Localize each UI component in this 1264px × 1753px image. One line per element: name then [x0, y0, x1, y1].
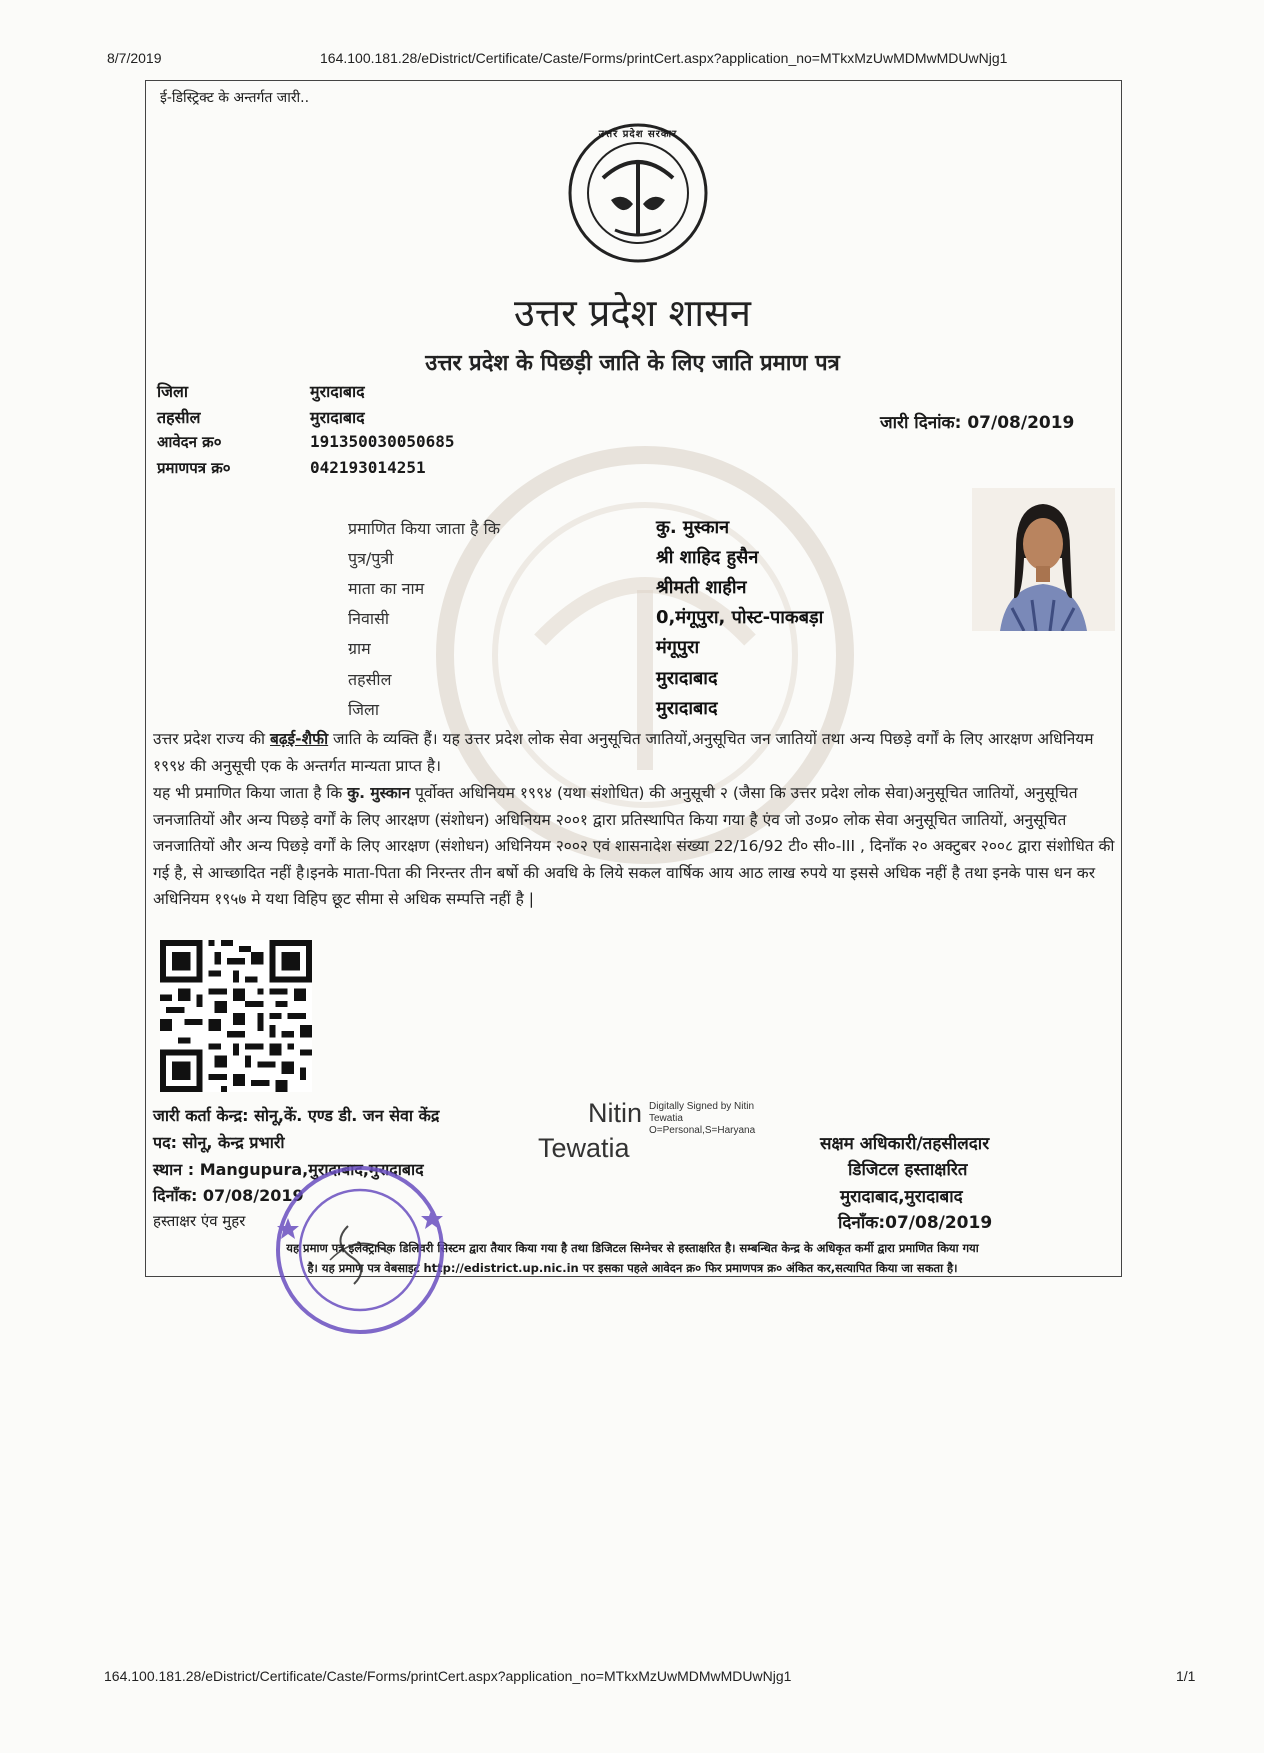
mother-label: माता का नाम	[348, 579, 425, 598]
person-district-label: जिला	[348, 700, 380, 719]
govt-title: उत्तर प्रदेश शासन	[514, 291, 751, 335]
resident-address: 0,मंगूपुरा, पोस्ट-पाकबड़ा	[656, 607, 824, 628]
mother-name: श्रीमती शाहीन	[656, 577, 747, 598]
print-url: 164.100.181.28/eDistrict/Certificate/Caste/Forms/printCert.aspx?application_no=MTkxMzUwMDMwMDUwNjg1	[320, 50, 1008, 66]
signature-label: हस्ताक्षर एंव मुहर	[153, 1212, 246, 1230]
up-govt-emblem	[567, 122, 709, 264]
applicant-photo	[972, 488, 1115, 631]
print-date: 8/7/2019	[107, 50, 162, 66]
applicant-name: कु. मुस्कान	[656, 517, 730, 538]
page-count: 1/1	[1176, 1668, 1196, 1684]
officer-date: दिनाँक:07/08/2019	[838, 1213, 993, 1233]
application-number: 191350030050685	[310, 432, 455, 451]
digital-signer-last: Tewatia	[538, 1133, 630, 1163]
issuer-place: स्थान : Mangupura,मुरादाबाद,मुरादाबाद	[153, 1160, 424, 1179]
footer-note: यह प्रमाण पत्र इलेक्ट्रानिक डिलिवरी सिस्टम द्वारा तैयार किया गया है तथा डिजिटल सिग्नेचर से हस्ताक्षरित है। सम्बन्धित केन्द्र के अधिकृत कर्मी द्वारा प्रमाणित किया गया है। यह प्रमाण पत्र वेबसाइट http://edistrict.up.nic.in पर इसका पहले आवेदन क्र० फिर प्रमाणपत्र क्र० अंकित कर,सत्यापित किया जा सकता है।	[286, 1241, 979, 1275]
issuer-post: पद: सोनू, केन्द्र प्रभारी	[153, 1133, 285, 1152]
applicant-name-inline: कु. मुस्कान	[347, 784, 411, 802]
person-district-value: मुरादाबाद	[656, 698, 718, 719]
officer-place: मुरादाबाद,मुरादाबाद	[840, 1187, 963, 1207]
print-url-footer: 164.100.181.28/eDistrict/Certificate/Caste/Forms/printCert.aspx?application_no=MTkxMzUwMDMwMDUwNjg1	[104, 1668, 792, 1684]
village-label: ग्राम	[348, 639, 371, 658]
caste-declaration-paragraph: उत्तर प्रदेश राज्य की बढ़ई-शैफी जाति के व्यक्ति हैं। यह उत्तर प्रदेश लोक सेवा अनुसूचित जातियों,अनुसूचित जन जातियों तथा अन्य पिछड़े वर्गों के लिए आरक्षण अधिनियम १९९४ की अनुसूची एक के अन्तर्गत मान्यता प्राप्त है।	[153, 730, 1094, 775]
certificate-label: प्रमाणपत्र क्र०	[157, 459, 231, 477]
certificate-number: 042193014251	[310, 458, 426, 477]
digital-signer-first: Nitin	[588, 1098, 643, 1128]
village-value: मंगूपुरा	[656, 637, 700, 658]
certification-paragraph: यह भी प्रमाणित किया जाता है कि कु. मुस्कान पूर्वोक्त अधिनियम १९९४ (यथा संशोधित) की अनुसूची २ (जैसा कि उत्तर प्रदेश लोक सेवा)अनुसूचित जातियों, अनुसूचित जनजातियों और अन्य पिछड़े वर्गों के लिए आरक्षण (संशोधन) अधिनियम २००१ द्वारा प्रतिस्थापित किया गया है एंव जो उ०प्र० लोक सेवा अनुसूचित जातियों, अनुसूचित जनजातियों और अन्य पिछड़े वर्गों के लिए आरक्षण (संशोधन) अधिनियम २००२ एवं शासनादेश संख्या 22/16/92 टी० सी०-III , दिनाँक २० अक्टुबर २००८ द्वारा संशोधित की गई है, से आच्छादित नहीं है।इनके माता-पिता की निरन्तर तीन बर्षो की अवधि के लिये सकल वार्षिक आय आठ लाख रुपये या इससे अधिक नहीं है तथा इनके पास धन कर अधिनियम १९५७ मे यथा विहिप छूट सीमा से अधिक सम्पत्ति नहीं है |	[153, 784, 1115, 908]
application-label: आवेदन क्र०	[157, 433, 222, 451]
center-rubber-stamp	[270, 1160, 450, 1340]
district-label: जिला	[157, 382, 189, 401]
caste-name: बढ़ई-शैफी	[269, 730, 329, 748]
issuer-date: दिनाँक: 07/08/2019	[153, 1186, 304, 1205]
person-tehsil-label: तहसील	[348, 670, 392, 689]
officer-digital-signed: डिजिटल हस्ताक्षरित	[848, 1160, 968, 1180]
officer-title: सक्षम अधिकारी/तहसीलदार	[820, 1134, 990, 1154]
certificate-subtitle: उत्तर प्रदेश के पिछड़ी जाति के लिए जाति प्रमाण पत्र	[425, 351, 840, 376]
person-tehsil-value: मुरादाबाद	[656, 668, 718, 689]
digital-signature-details: Digitally Signed by Nitin Tewatia O=Personal,S=Haryana	[649, 1101, 756, 1136]
emblem-text: उत्तर प्रदेश सरकार	[598, 129, 678, 140]
certified-label: प्रमाणित किया जाता है कि	[348, 519, 501, 538]
tehsil-label: तहसील	[157, 408, 201, 427]
parent-label: पुत्र/पुत्री	[348, 549, 394, 568]
verification-qr-code	[160, 940, 312, 1092]
tehsil-value: मुरादाबाद	[310, 408, 365, 427]
top-note: ई-डिस्ट्रिक्ट के अन्तर्गत जारी..	[160, 90, 310, 106]
parent-name: श्री शाहिद हुसैन	[656, 547, 759, 568]
issuing-center: जारी कर्ता केन्द्र: सोनू,कें. एण्ड डी. जन सेवा केंद्र	[153, 1106, 440, 1125]
issue-date: जारी दिनांक: 07/08/2019	[880, 413, 1075, 433]
resident-label: निवासी	[348, 609, 390, 628]
district-value: मुरादाबाद	[310, 382, 365, 401]
